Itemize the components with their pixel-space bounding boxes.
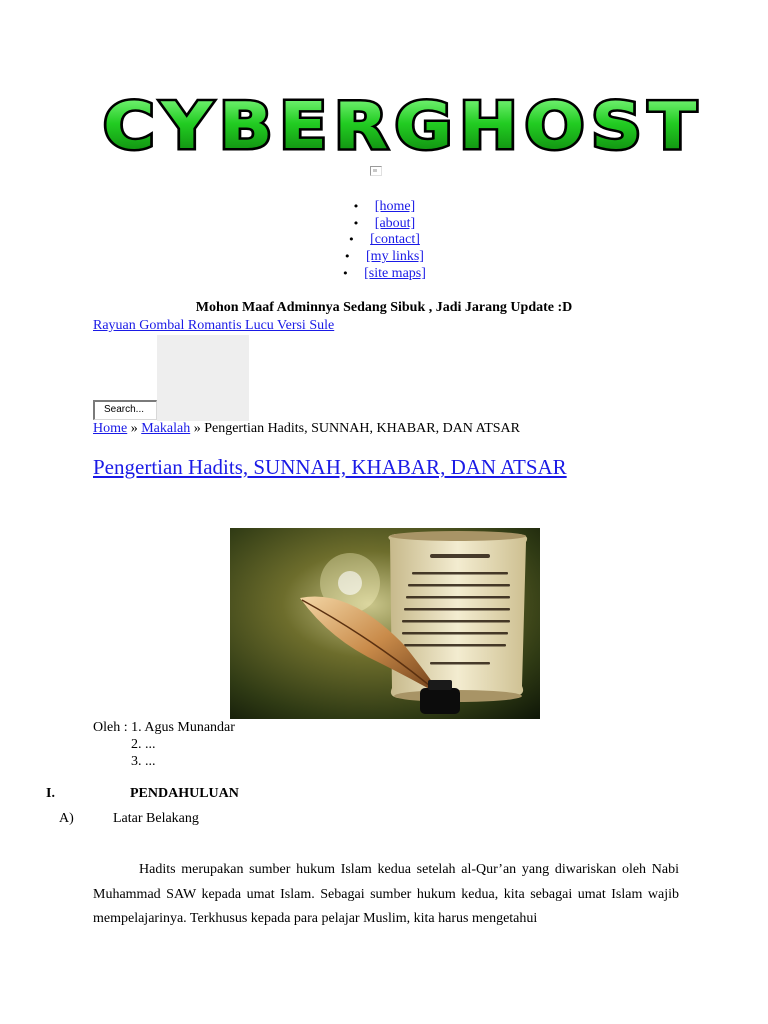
author-line: Oleh : 1. Agus Munandar xyxy=(93,720,235,735)
breadcrumb xyxy=(93,421,520,437)
nav-link-about[interactable]: [about] xyxy=(374,215,416,231)
ad-placeholder xyxy=(157,335,249,421)
quill-and-scroll-image xyxy=(230,528,540,719)
subsection-number: A) xyxy=(59,811,74,826)
nav-link-home[interactable]: [home] xyxy=(374,199,416,214)
nav-item-site-maps xyxy=(0,266,768,283)
paragraph-text: Hadits merupakan sumber hukum Islam kedua setelah al-Qur’an yang diwariskan oleh Nabi Muhammad SAW kepada umat Islam. Sebagai sumber hukum kedua, kita sebagai umat Islam wajib mempelajarinya. Terkhusus kepada para pelajar Muslim, kita harus mengetahui xyxy=(93,862,679,926)
breadcrumb-home[interactable]: Home xyxy=(93,421,128,436)
nav-item-about xyxy=(0,216,768,233)
author-line: 2. ... xyxy=(131,737,156,752)
nav-item-my-links xyxy=(0,249,768,266)
logo-text: CYBERGHOST xyxy=(103,90,704,160)
breadcrumb-separator: » xyxy=(127,421,142,436)
nav-link-site-maps[interactable]: [site maps] xyxy=(364,265,426,281)
subsection-title: Latar Belakang xyxy=(113,811,199,826)
nav-item-contact xyxy=(0,232,768,249)
broken-image-icon xyxy=(370,166,382,176)
nav-link-contact[interactable]: [contact] xyxy=(370,232,420,248)
nav-item-home xyxy=(0,199,768,216)
post-title-link[interactable]: Pengertian Hadits, SUNNAH, KHABAR, DAN ATSAR xyxy=(93,455,567,479)
author-line: 3. ... xyxy=(131,754,156,769)
author-list xyxy=(93,719,235,770)
notice-text: Mohon Maaf Adminnya Sedang Sibuk , Jadi Jarang Update :D xyxy=(195,300,573,315)
search-input[interactable]: Search... xyxy=(93,400,157,420)
cyberghost-logo[interactable] xyxy=(96,88,710,160)
nav-link-my-links[interactable]: [my links] xyxy=(366,249,424,265)
section-number: I. xyxy=(46,786,55,801)
post-title xyxy=(93,455,567,480)
section-title: PENDAHULUAN xyxy=(130,786,239,801)
breadcrumb-current: Pengertian Hadits, SUNNAH, KHABAR, DAN ATSAR xyxy=(204,421,520,436)
main-nav xyxy=(0,199,768,282)
body-paragraph xyxy=(93,858,679,932)
breadcrumb-separator: » xyxy=(190,421,205,436)
promo-link[interactable]: Rayuan Gombal Romantis Lucu Versi Sule xyxy=(93,318,335,333)
breadcrumb-category[interactable]: Makalah xyxy=(141,421,191,436)
